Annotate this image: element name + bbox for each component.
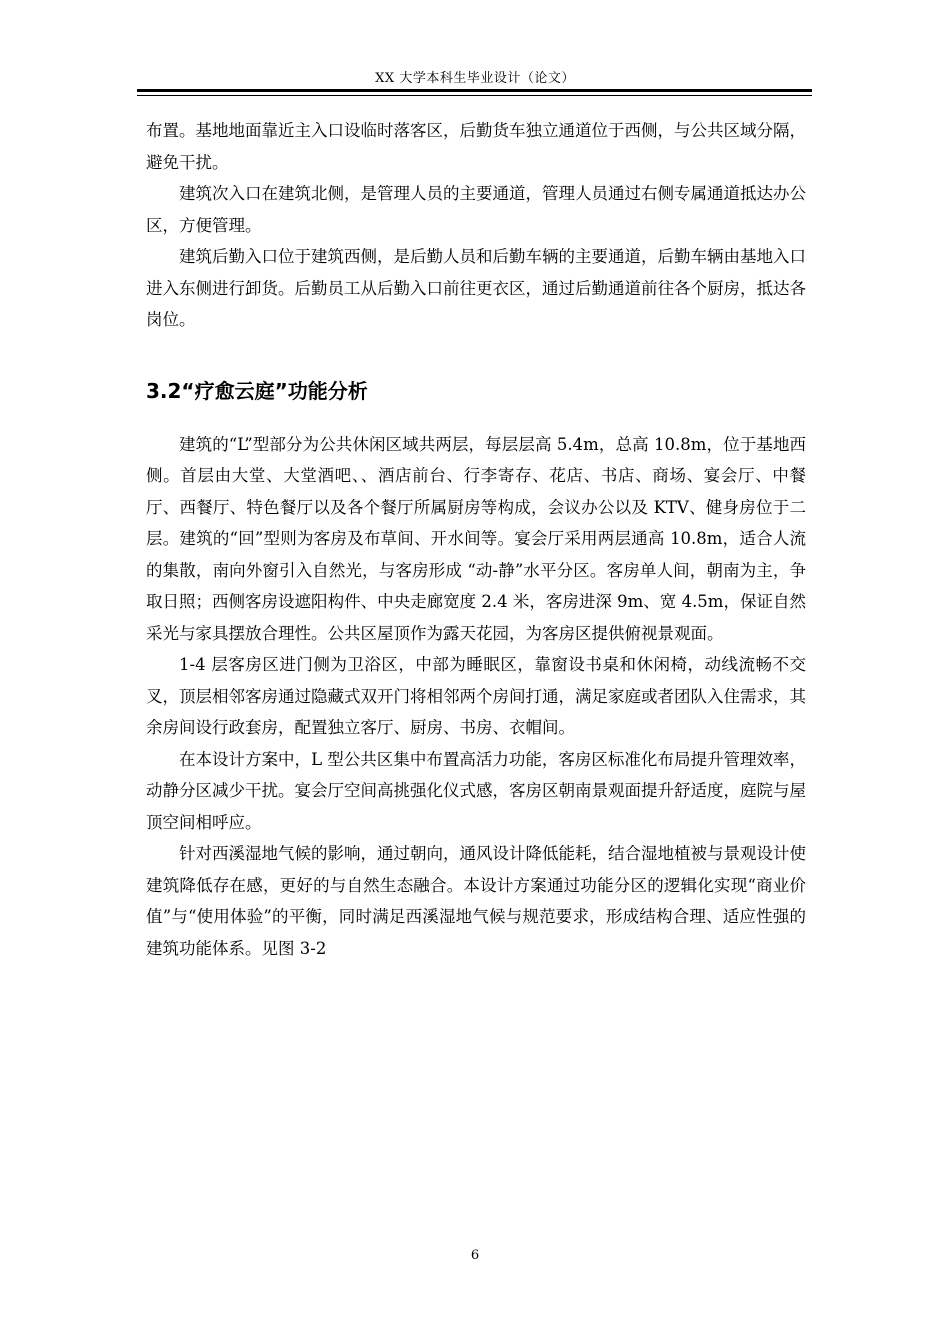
page-header-title: XX 大学本科生毕业设计（论文） bbox=[375, 71, 575, 86]
paragraph: 建筑后勤入口位于建筑西侧，是后勤人员和后勤车辆的主要通道，后勤车辆由基地入口进入东侧进行卸货。后勤员工从后勤入口前往更衣区，通过后勤通道前往各个厨房，抵达各岗位。 bbox=[146, 247, 806, 329]
paragraph: 建筑次入口在建筑北侧，是管理人员的主要通道，管理人员通过右侧专属通道抵达办公区，方便管理。 bbox=[146, 184, 806, 235]
section-heading: 3.2“疗愈云庭”功能分析 bbox=[146, 378, 368, 403]
paragraph: 针对西溪湿地气候的影响，通过朝向，通风设计降低能耗，结合湿地植被与景观设计使建筑降低存在感，更好的与自然生态融合。本设计方案通过功能分区的逻辑化实现“商业价值”与“使用体验”的平衡，同时满足西溪湿地气候与规范要求，形成结构合理、适应性强的建筑功能体系。见图 3-2 bbox=[146, 844, 806, 958]
page-number: 6 bbox=[470, 1248, 480, 1263]
paragraph: 建筑的“L”型部分为公共休闲区域共两层，每层层高 5.4m，总高 10.8m，位于基地西侧。首层由大堂、大堂酒吧、、酒店前台、行李寄存、花店、书店、商场、宴会厅、中餐厅、西餐厅、特色餐厅以及各个餐厅所属厨房等构成，会议办公以及 KTV、健身房位于二层。建筑的“回”型则为客房及布草间、开水间等。宴会厅采用两层通高 10.8m，适合人流的集散，南向外窗引入自然光，与客房形成 “动-静”水平分区。客房单人间，朝南为主，争取日照；西侧客房设遮阳构件、中央走廊宽度 2.4 米，客房进深 9m、宽 4.5m，保证自然采光与家具摆放合理性。公共区屋顶作为露天花园，为客房区提供俯视景观面。 bbox=[146, 434, 806, 643]
paragraph: 1-4 层客房区进门侧为卫浴区，中部为睡眠区，靠窗设书桌和休闲椅，动线流畅不交叉，顶层相邻客房通过隐藏式双开门将相邻两个房间打通，满足家庭或者团队入住需求，其余房间设行政套房，配置独立客厅、厨房、书房、衣帽间。 bbox=[146, 655, 806, 737]
header-rule-thick bbox=[137, 89, 812, 92]
header-rule-thin bbox=[137, 95, 812, 96]
paragraph: 在本设计方案中，L 型公共区集中布置高活力功能，客房区标准化布局提升管理效率，动静分区减少干扰。宴会厅空间高挑强化仪式感，客房区朝南景观面提升舒适度，庭院与屋顶空间相呼应。 bbox=[146, 749, 806, 832]
document-body bbox=[146, 115, 806, 964]
paragraph: 布置。基地地面靠近主入口设临时落客区，后勤货车独立通道位于西侧，与公共区域分隔，避免干扰。 bbox=[146, 121, 806, 172]
